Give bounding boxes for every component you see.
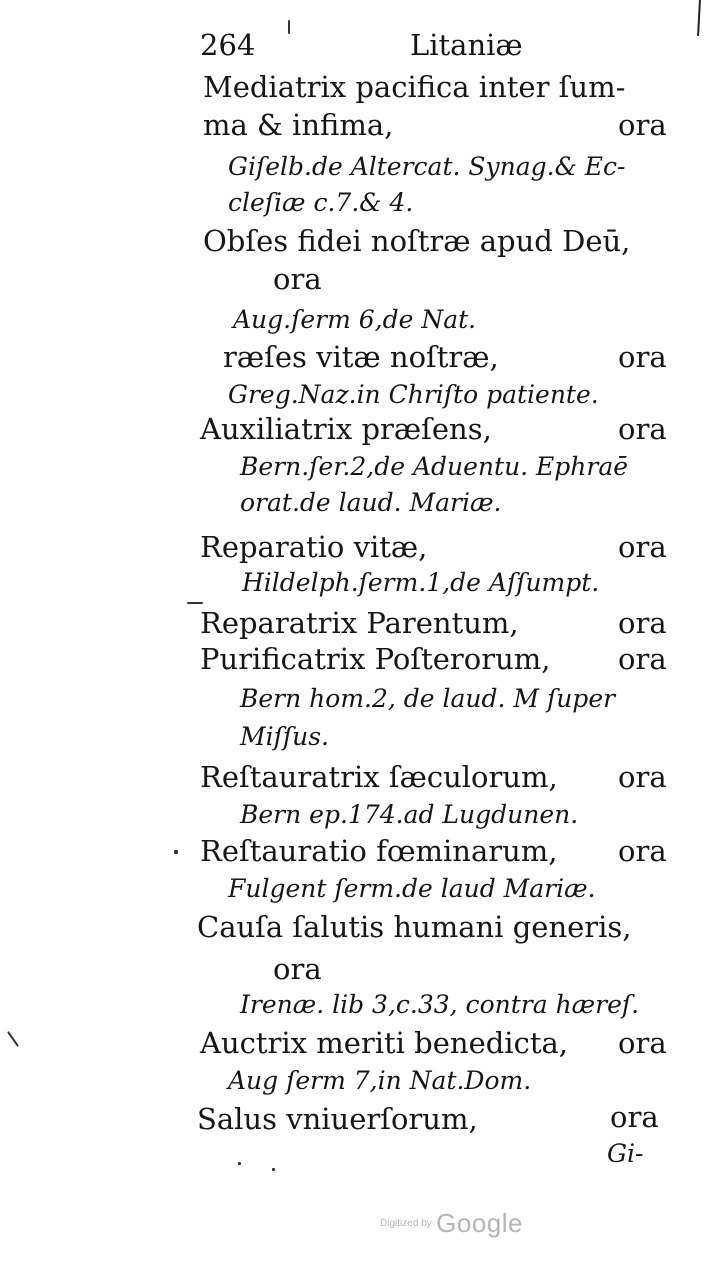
ora-response: ora [618,108,667,142]
scan-speck [288,20,290,34]
ora-response: ora [618,760,667,794]
ora-response: ora [618,834,667,868]
citation-line: Irenæ. lib 3,c.33, contra hæreſ. [240,990,640,1019]
ora-response: ora [618,606,667,640]
citation-line: Bern.ſer.2,de Aduentu. Ephraē [240,452,629,481]
citation-line: Hildelph.ſerm.1,de Aſſumpt. [242,568,600,597]
digitization-watermark [380,1208,523,1239]
invocation-line: Purificatrix Poſterorum, [200,642,551,676]
scan-speck [187,602,203,604]
scan-edge-mark [697,0,701,36]
ora-response: ora [273,952,322,986]
invocation-line: Auxiliatrix præſens, [200,412,492,446]
invocation-line: Reparatrix Parentum, [200,606,519,640]
ora-response: ora [610,1100,659,1134]
invocation-line: Obſes fidei noſtræ apud Deū, [203,224,631,258]
invocation-line: ræſes vitæ noſtræ, [223,340,499,374]
running-head: Litaniæ [410,28,523,62]
citation-line: Aug ſerm 7,in Nat.Dom. [228,1066,532,1095]
ora-response: ora [618,642,667,676]
scan-speck [174,850,178,854]
invocation-line: Auctrix meriti benedicta, [200,1026,568,1060]
citation-line: Greg.Naz.in Chriſto patiente. [228,380,599,409]
scan-speck [272,1168,275,1171]
invocation-line: Salus vniuerſorum, [197,1102,478,1136]
scan-speck [238,1162,241,1165]
citation-line: Miſſus. [240,722,329,751]
ora-response: ora [273,262,322,296]
citation-line: Bern ep.174.ad Lugdunen. [240,800,579,829]
citation-line: cleſiæ c.7.& 4. [228,188,414,217]
watermark-prefix: Digitized by [380,1218,432,1229]
invocation-line: Reſtauratio fœminarum, [200,834,558,868]
scan-speck [7,1031,19,1047]
invocation-line: Reparatio vitæ, [200,530,428,564]
ora-response: ora [618,530,667,564]
ora-response: ora [618,1026,667,1060]
invocation-line: Mediatrix pacifica inter ſum- [203,70,626,104]
citation-line: Aug.ſerm 6,de Nat. [233,305,477,334]
invocation-line: ma & infima, [203,108,394,142]
catchword: Gi- [607,1139,644,1168]
page-number: 264 [200,28,256,62]
citation-line: Giſelb.de Altercat. Synag.& Ec- [228,152,626,181]
watermark-brand: Google [436,1208,523,1238]
ora-response: ora [618,412,667,446]
citation-line: Fulgent ſerm.de laud Mariæ. [228,874,596,903]
citation-line: Bern hom.2, de laud. M ſuper [240,684,616,713]
invocation-line: Cauſa ſalutis humani generis, [197,910,632,944]
citation-line: orat.de laud. Mariæ. [240,488,502,517]
ora-response: ora [618,340,667,374]
invocation-line: Reſtauratrix ſæculorum, [200,760,558,794]
